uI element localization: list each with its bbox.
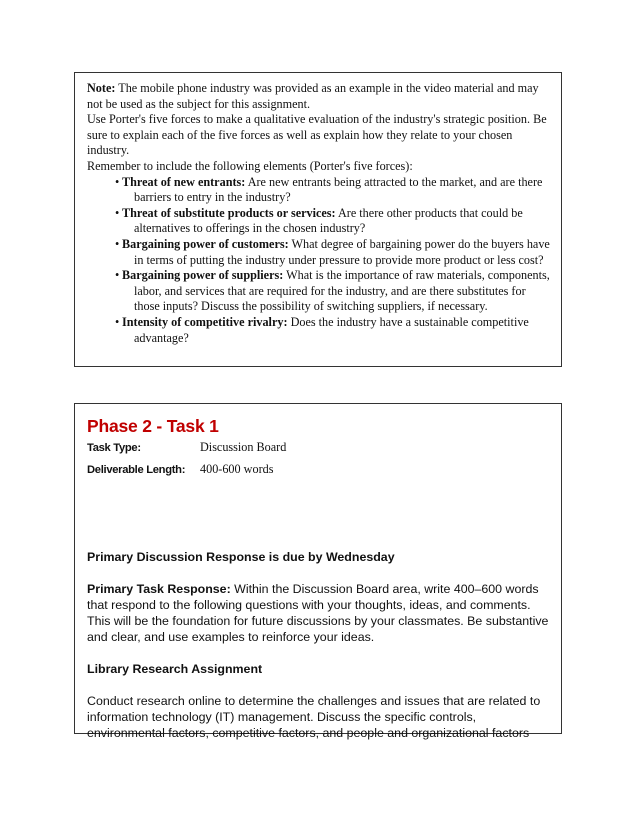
force-text: Does the industry have a sustainable competitive advantage? [134,314,529,345]
force-text: Are there other products that could be alternatives to offerings in the chosen industry? [134,205,523,236]
force-label: Bargaining power of customers: [122,236,289,251]
force-label: Bargaining power of suppliers: [122,268,284,283]
bullet-icon: • [115,236,120,251]
note-label: Note: [87,81,116,95]
deliverable-length-row [87,462,551,484]
force-label: Threat of substitute products or services: [122,205,336,220]
bullet-icon: • [115,314,120,329]
forces-list [87,175,551,347]
library-text: Conduct research online to determine the challenges and issues that are related to information technology (IT) management. Discuss the specific controls, environmental factors, competitive factors, and people and organizational factors [87,694,541,740]
task-body [87,549,551,741]
deliverable-length-value: 400-600 words [200,462,274,476]
list-item [87,237,551,268]
force-label: Intensity of competitive rivalry: [122,314,288,329]
response-label: Primary Task Response: [87,582,231,596]
bullet-icon: • [115,174,120,189]
task-type-label: Task Type: [87,442,141,454]
response-text: Within the Discussion Board area, write 400–600 words that respond to the following questions with your thoughts, ideas, and comments. This will be the foundation for future discussions by your classmates. Be substantive and clear, and use examples to reinforce your ideas. [87,582,549,644]
task-type-row [87,440,551,462]
page-title: Phase 2 - Task 1 [87,416,219,436]
deliverable-length-label: Deliverable Length: [87,464,186,476]
assignment-notes-box [74,72,562,367]
task-box [74,403,562,740]
force-text: What is the importance of raw materials, components, labor, and services that are required for the industry, and are there substitutes for those inputs? Discuss the possibility of switching suppliers, if necessary. [134,268,550,314]
due-heading: Primary Discussion Response is due by Wednesday [87,550,395,564]
remember-line: Remember to include the following elements (Porter's five forces): [87,158,413,173]
list-item [87,175,551,206]
task-type-value: Discussion Board [200,440,287,454]
bullet-icon: • [115,268,120,283]
force-text: Are new entrants being attracted to the market, and are there barriers to entry in the industry? [134,174,543,205]
bullet-icon: • [115,205,120,220]
porter-instruction: Use Porter's five forces to make a qualitative evaluation of the industry's strategic position. Be sure to explain each of the five forces as well as explain how they relate to your chosen industry. [87,112,547,158]
force-text: What degree of bargaining power do the buyers have in terms of putting the industry under pressure to provide more product or less cost? [134,236,550,267]
list-item [87,315,551,346]
list-item [87,268,551,315]
note-paragraph [87,81,551,112]
note-text: The mobile phone industry was provided as an example in the video material and may not be used as the subject for this assignment. [87,81,539,111]
library-heading: Library Research Assignment [87,662,263,676]
response-paragraph [87,581,551,645]
force-label: Threat of new entrants: [122,174,246,189]
list-item [87,206,551,237]
